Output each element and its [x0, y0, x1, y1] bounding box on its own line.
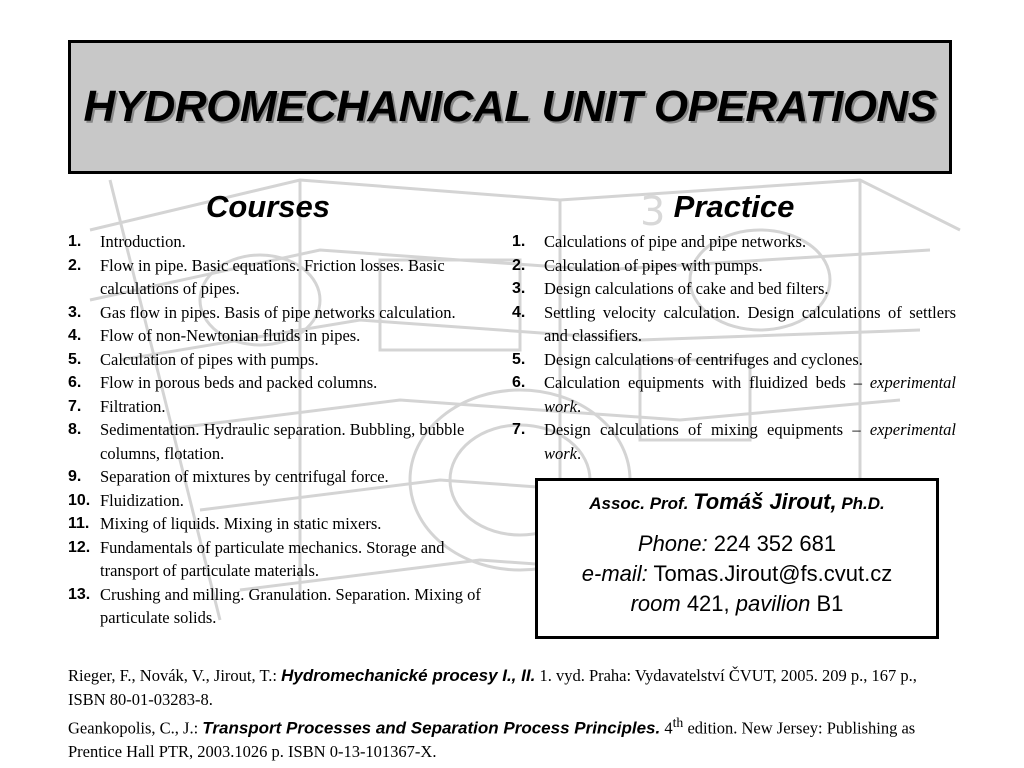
courses-heading: Courses	[205, 189, 331, 224]
list-item: 8. Sedimentation. Hydraulic separation. Bubbling, bubble columns, flotation.	[68, 420, 465, 463]
practice-list	[512, 230, 956, 465]
svg-text:3: 3	[640, 189, 666, 235]
list-item: 13. Crushing and milling. Granulation. Separation. Mixing of particulate solids.	[68, 584, 481, 627]
list-item: 6. Flow in porous beds and packed columns.	[68, 373, 378, 392]
list-item: 12. Fundamentals of particulate mechanics. Storage and transport of particulate materials.	[68, 537, 445, 580]
page-title: HYDROMECHANICAL UNIT OPERATIONS	[83, 82, 937, 131]
list-item: 11. Mixing of liquids. Mixing in static mixers.	[68, 514, 382, 533]
list-item: 2. Flow in pipe. Basic equations. Friction losses. Basic calculations of pipes.	[68, 255, 445, 298]
list-item: 4. Settling velocity calculation. Design calculations of settlers and classifiers.	[512, 302, 956, 345]
list-item: 3. Gas flow in pipes. Basis of pipe networks calculation.	[68, 302, 456, 322]
list-item: 5. Design calculations of centrifuges and cyclones.	[512, 349, 863, 369]
list-item: 2. Calculation of pipes with pumps.	[512, 255, 763, 275]
list-item: 7. Filtration.	[68, 396, 166, 416]
practice-column	[512, 188, 956, 465]
practice-heading: Practice	[673, 189, 795, 224]
courses-column	[68, 188, 488, 630]
room-line: room 421, pavilion B1	[630, 591, 844, 616]
phone-line: Phone: 224 352 681	[637, 531, 837, 556]
experimental-work-note: experimental work	[544, 420, 956, 463]
list-item: 10. Fluidization.	[68, 490, 184, 510]
email-link[interactable]: Tomas.Jirout@fs.cvut.cz	[653, 561, 893, 586]
experimental-work-note: experimental work	[544, 373, 956, 416]
title-box	[68, 40, 952, 174]
contact-box	[535, 478, 939, 639]
reference-item: Rieger, F., Novák, V., Jirout, T.: Hydromechanické procesy I., II. 1. vyd. Praha: Vydavatelství ČVUT, 2005. 209 p., 167 p., ISBN 80-01-03283-8.	[68, 666, 917, 709]
list-item: 1. Calculations of pipe and pipe networks.	[512, 232, 807, 251]
email-line: e-mail: Tomas.Jirout@fs.cvut.cz	[581, 561, 893, 586]
list-item: 9. Separation of mixtures by centrifugal force.	[68, 467, 389, 486]
list-item: 6. Calculation equipments with fluidized beds – experimental work.	[512, 373, 956, 416]
list-item: 1. Introduction.	[68, 232, 186, 251]
lecturer-name: Assoc. Prof. Tomáš Jirout, Ph.D.	[589, 489, 885, 514]
list-item: 4. Flow of non-Newtonian fluids in pipes.	[68, 326, 361, 345]
reference-item: Geankopolis, C., J.: Transport Processes and Separation Process Principles. 4th edition. New Jersey: Publishing as Prentice Hall PTR, 2003.1026 p. ISBN 0-13-101367-X.	[68, 715, 916, 761]
list-item: 3. Design calculations of cake and bed filters.	[512, 279, 829, 298]
list-item: 5. Calculation of pipes with pumps.	[68, 349, 319, 369]
courses-list	[68, 230, 488, 630]
list-item: 7. Design calculations of mixing equipments – experimental work.	[512, 420, 956, 463]
references	[68, 664, 958, 764]
